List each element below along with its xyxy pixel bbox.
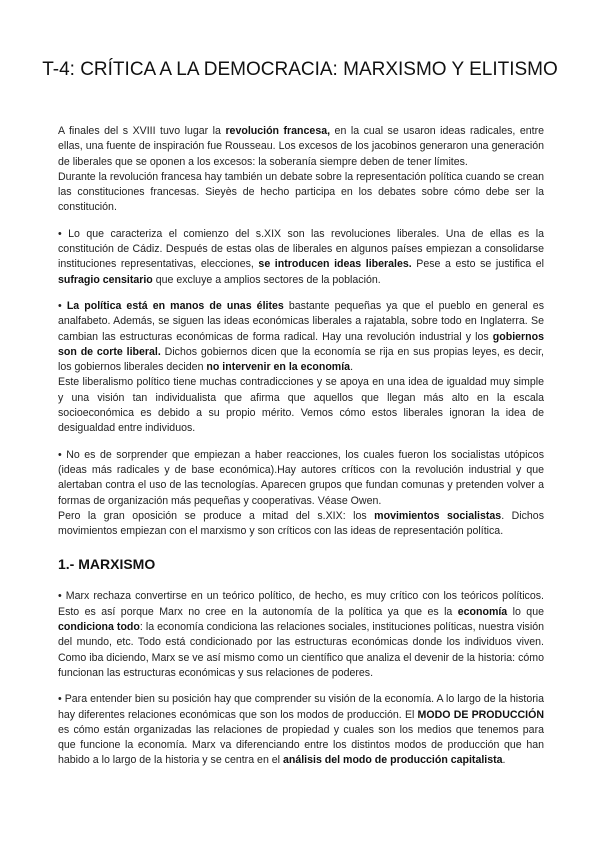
bold-term-condiciona-todo: condiciona todo — [58, 621, 140, 634]
bold-term-no-intervenir: no intervenir en la economía — [206, 361, 351, 374]
bold-term-ideas-liberales: se introducen ideas liberales. — [258, 258, 412, 271]
bold-term-economia: economía — [457, 605, 508, 618]
bold-term-gobiernos-liberales: gobiernos son de corte liberal. — [58, 330, 544, 358]
text-run: Pese a esto se justifica el — [411, 258, 545, 271]
intro-paragraph-2: Durante la revolución francesa hay también un debate sobre la representación política cuando se crean las constituciones francesas. Sieyès de hecho participa en los debates sobre cómo debe ser la constitución. — [58, 170, 544, 214]
text-run: . — [350, 361, 354, 374]
paragraph-liberalism-contradictions: Este liberalismo político tiene muchas contradicciones y se apoya en una idea de igualdad muy simple y una visión tan individualista que afirma que aquellos que llegan más alto en la escala socioeconómica es debido a su propio mérito. Vemos cómo estos liberales ignoran la idea de desigualdad entre individuos. — [58, 376, 544, 435]
section-heading-marxismo: 1.- MARXISMO — [58, 556, 156, 573]
bullet-paragraph-reactions: • No es de sorprender que empiezan a haber reacciones, los cuales fueron los socialistas utópicos (ideas más radicales y de base económica).Hay autores críticos con la revolución industrial y que alertaban contra el uso de las tecnologías. Aparecen grupos que fundan comunas y pretenden volver a formas de organización más pequeñas y cooperativas. Véase Owen. — [58, 448, 544, 507]
text-run: • Lo que caracteriza el comienzo del s.XIX son las revoluciones liberales. Una de ellas es la constitución de Cádiz. Después de estas olas de liberales en algunos países empiezan a consolidarse instituciones representativas, elecciones, — [58, 227, 544, 271]
bullet-paragraph-elites — [58, 299, 544, 375]
text-run: Pero la gran oposición se produce a mitad del s.XIX: los — [58, 509, 375, 522]
text-run: . Dichos movimientos empiezan con el marxismo y son críticos con las ideas de representación política. — [58, 509, 544, 538]
text-run: que excluye a amplios sectores de la población. — [152, 273, 381, 286]
bullet-paragraph-modo-produccion — [58, 692, 544, 768]
text-run: es cómo están organizadas las relaciones de propiedad y cuales son los medios que tenemos para que funcione la economía. Marx va diferenciando entre los distintos modos de producción que han habido a lo largo de la historia y se centra en el — [58, 723, 544, 767]
bold-term-movimientos-socialistas: movimientos socialistas — [374, 509, 502, 522]
text-run: A finales del s XVIII tuvo lugar la — [58, 125, 226, 137]
text-run: . — [502, 754, 506, 767]
document-title: T-4: CRÍTICA A LA DEMOCRACIA: MARXISMO Y ELITISMO — [42, 59, 558, 80]
text-run: lo que — [507, 605, 544, 618]
text-run: en la cual se usaron ideas radicales, entre ellas, una fuente de inspiración fue Rousseau. Los excesos de los jacobinos generaron una generación de liberales que se oponen a los excesos: la soberanía siempre deben de tener límites. — [58, 125, 544, 168]
bold-term-modo-de-produccion: MODO DE PRODUCCIÓN — [417, 708, 544, 721]
text-run: : la economía condiciona las relaciones sociales, instituciones políticas, nuestra visión del mundo, etc. Todo está condicionado por las estructuras económicas donde los individuos viven. Como iba diciendo, Marx se ve así mismo como un científico que analiza el devenir de la historia: cómo funcionan las estructuras económicas y sus relaciones de poderes. — [58, 621, 544, 679]
bold-term-revolucion-francesa: revolución francesa, — [225, 125, 331, 137]
text-run: Dichos gobiernos dicen que la economía se rija en sus propias leyes, es decir, los gobiernos liberales deciden — [58, 345, 544, 374]
document-body — [58, 124, 544, 769]
bold-term-modo-produccion-capitalista: análisis del modo de producción capitalista — [282, 754, 503, 767]
bullet-paragraph-marx-economy — [58, 589, 544, 681]
text-run: • Para entender bien su posición hay que comprender su visión de la economía. A lo largo de la historia hay diferentes relaciones económicas que son los modos de producción. El — [58, 693, 544, 721]
bullet-paragraph-liberal-revolutions — [58, 227, 544, 288]
bold-term-sufragio-censitario: sufragio censitario — [58, 273, 153, 286]
bold-term-elites: La política está en manos de unas élites — [66, 299, 284, 312]
text-run: bastante pequeñas ya que el pueblo en general es analfabeto. Además, se siguen las ideas económicas liberales a rajatabla, sobre todo en Inglaterra. Se cambian las estructuras económicas de forma radical. Hay una revolución industrial y los — [58, 299, 545, 343]
paragraph-socialist-movements — [58, 509, 544, 540]
intro-paragraph — [58, 124, 544, 170]
text-run: • — [58, 299, 67, 312]
text-run: • Marx rechaza convertirse en un teórico político, de hecho, es muy crítico con los teóricos políticos. Esto es así porque Marx no cree en la autonomía de la política ya que es la — [58, 590, 544, 618]
